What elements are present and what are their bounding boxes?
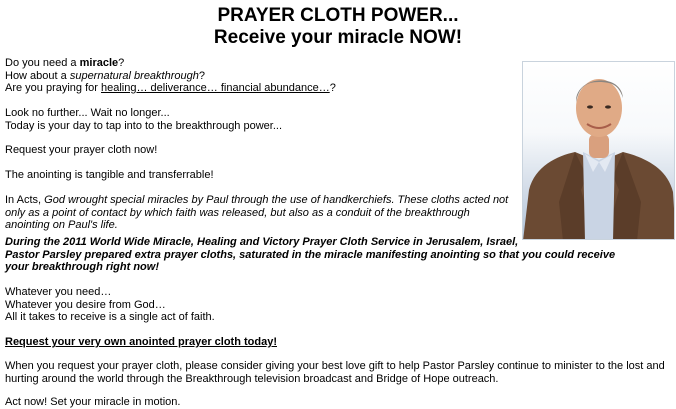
healing-list: healing… deliverance… financial abundance… — [101, 82, 330, 94]
whatever-you-need: Whatever you need… — [5, 286, 112, 298]
intro-breakthrough-question: How about a supernatural breakthrough? — [5, 69, 205, 82]
love-gift-paragraph: When you request your prayer cloth, please consider giving your best love gift to help Pastor Parsley continue to minister to the lost and hurting around the world through the Breakthrough television broadcast and Bridge of Hope outreach. — [5, 360, 665, 385]
service-description: Pastor Parsley prepared extra prayer cloths, saturated in the miracle manifesting anointing so that you could receive your breakthrough right now! — [5, 248, 616, 273]
whatever-you-desire: Whatever you desire from God… — [5, 298, 166, 311]
today-is-your-day: Today is your day to tap into to the breakthrough power... — [5, 119, 283, 132]
pastor-portrait-photo — [522, 61, 675, 240]
anointing-line: The anointing is tangible and transferrable! — [5, 169, 214, 181]
breakthrough-emphasis: supernatural breakthrough — [69, 69, 199, 82]
look-no-further: Look no further... Wait no longer... — [5, 107, 170, 119]
request-prayer-cloth-link[interactable]: Request your very own anointed prayer cloth today! — [5, 336, 277, 348]
headline-line-1: PRAYER CLOTH POWER... — [217, 5, 459, 26]
miracle-emphasis: miracle — [79, 57, 119, 69]
request-cloth-line: Request your prayer cloth now! — [5, 144, 158, 156]
closing-line: Act now! Set your miracle in motion. — [5, 396, 181, 408]
intro-miracle-question: Do you need a miracle? — [5, 57, 125, 69]
headline-line-2: Receive your miracle NOW! — [213, 27, 463, 48]
single-act-of-faith: All it takes to receive is a single act of faith. — [5, 311, 215, 323]
acts-paragraph: In Acts, God wrought special miracles by Paul through the use of handkerchiefs. These cloths acted not only as a point of contact by which faith was released, but also as a conduit of the breakthrough anointing on Paul's life. — [5, 194, 509, 231]
acts-scripture-text: God wrought special miracles by Paul through the use of handkerchiefs. These cloths acted not only as a point of contact by which faith was released, but also as a conduit of the breakthrough anointing on Paul's life. — [5, 194, 509, 231]
intro-praying-question: Are you praying for healing… deliverance… financial abundance…? — [5, 82, 336, 94]
service-line: During the 2011 World Wide Miracle, Healing and Victory Prayer Cloth Service in Jerusalem, Israel, — [5, 236, 519, 248]
